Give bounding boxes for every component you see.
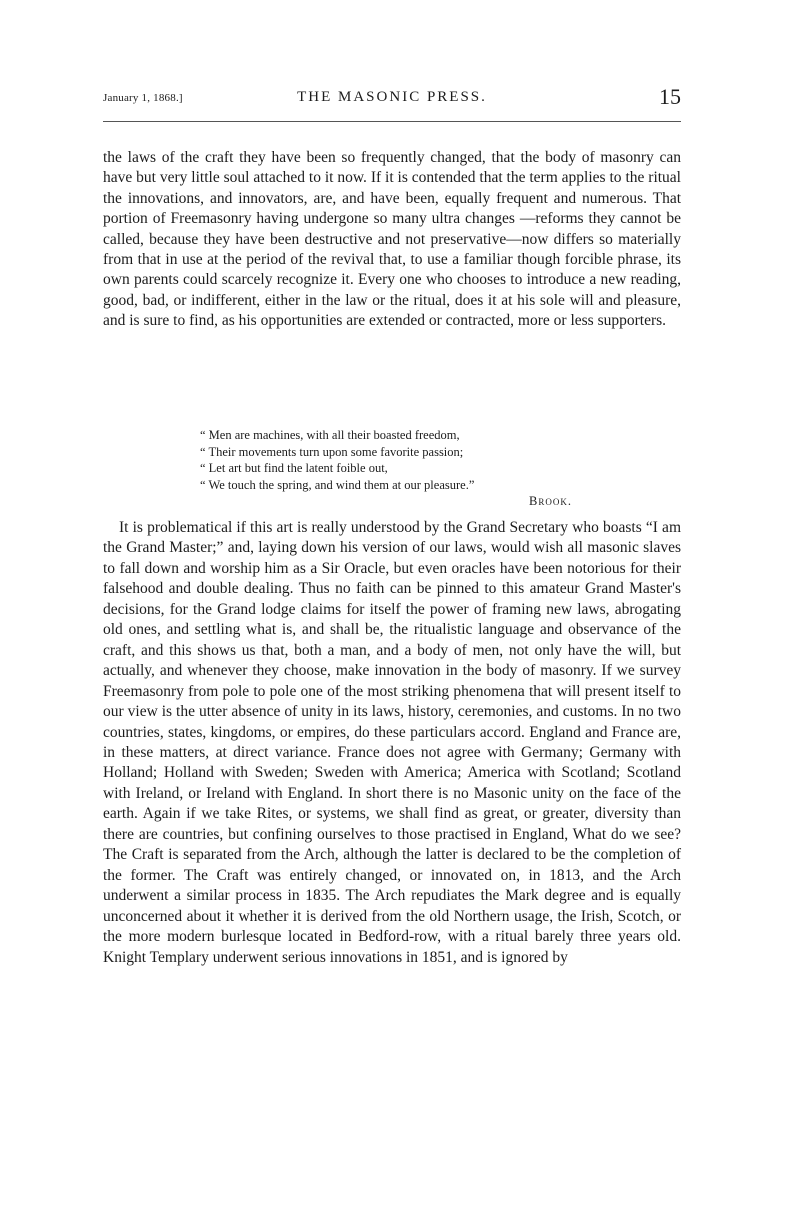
quote-line: “ We touch the spring, and wind them at our pleasure.” [200,477,475,492]
verse-quotation [200,427,572,510]
page-number: 15 [659,84,681,109]
quote-line: “ Their movements turn upon some favorite passion; [200,444,464,459]
publication-title: THE MASONIC PRESS. [297,89,487,105]
paragraph-main: It is problematical if this art is really understood by the Grand Secretary who boasts “I am the Grand Master;” and, laying down his version of our laws, would wish all masonic slaves to fall down and worship him as a Sir Oracle, but even oracles have been notorious for their falsehood and double dealing. Thus no faith can be pinned to this amateur Grand Master's decisions, for the Grand lodge claims for itself the power of framing new laws, abrogating old ones, and settling what is, and shall be, the ritualistic language and observance of the craft, and this shows us that, both a man, and a body of men, not only have the will, but actually, and whenever they choose, make innovation in the body of masonry. If we survey Freemasonry from pole to pole one of the most striking phenomena that will present itself to our view is the utter absence of unity in its laws, history, ceremonies, and customs. In no two countries, states, kingdoms, or empires, do these particulars accord. England and France are, in these matters, at direct variance. France does not agree with Germany; Germany with Holland; Holland with Sweden; Sweden with America; America with Scotland; Scotland with Ireland, or Ireland with England. In short there is no Masonic unity on the face of the earth. Again if we take Rites, or systems, we shall find as great, or greater, diversity than there are countries, but confining ourselves to those practised in England, What do we see? The Craft is separated from the Arch, although the latter is declared to be the completion of the former. The Craft was entirely changed, or innovated on, in 1813, and the Arch underwent a similar process in 1835. The Arch repudiates the Mark degree and is equally unconcerned about it whether it is derived from the old Northern usage, the Irish, Scotch, or the more modern burlesque located in Bedford-row, with a ritual barely three years old. Knight Templary underwent serious innovations in 1851, and is ignored by [103,519,681,966]
quote-line: “ Men are machines, with all their boasted freedom, [200,428,460,442]
paragraph-continued: the laws of the craft they have been so frequently changed, that the body of masonry can have but very little soul attached to it now. If it is contended that the term applies to the ritual the innovations, and innovators, are, and have been, equally frequent and numerous. That portion of Freemasonry having undergone so many ultra changes —reforms they cannot be called, because they have been destructive and not preservative—now differs so materially from that in use at the period of the revival that, to use a familiar though forcible phrase, its own parents could scarcely recognize it. Every one who chooses to introduce a new reading, good, bad, or indifferent, either in the law or the ritual, does it at his sole will and pleasure, and is sure to find, as his opportunities are extended or contracted, more or less supporters. [103,149,681,330]
header-rule [103,121,681,122]
issue-date: January 1, 1868.] [103,92,183,104]
quote-line: “ Let art but find the latent foible out, [200,461,388,475]
page-header [103,84,681,114]
quote-attribution: Brook. [529,494,572,508]
